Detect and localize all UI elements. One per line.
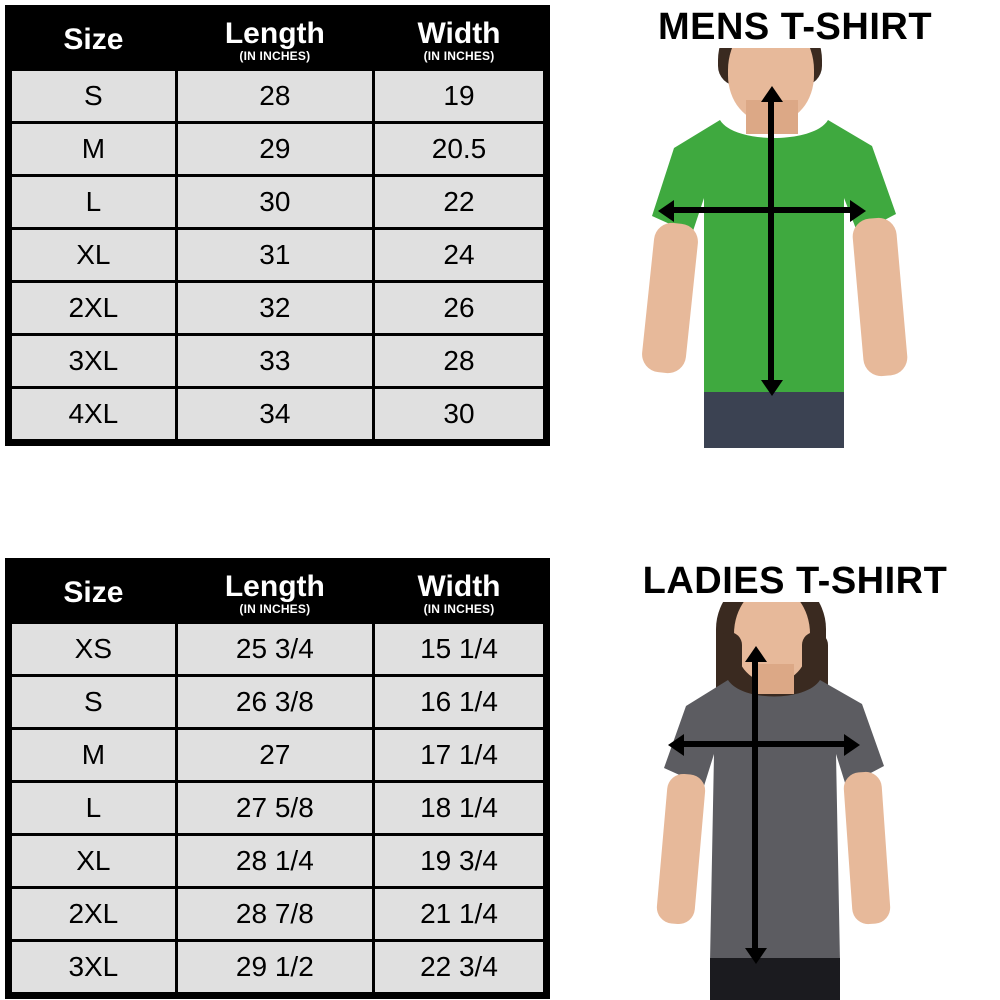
cell-width: 24 xyxy=(374,229,547,282)
cell-size: L xyxy=(9,782,177,835)
cell-length: 28 1/4 xyxy=(176,835,373,888)
table-row xyxy=(9,676,547,729)
cell-length: 29 xyxy=(176,123,373,176)
cell-length: 26 3/8 xyxy=(176,676,373,729)
table-row xyxy=(9,729,547,782)
cell-length: 28 xyxy=(176,70,373,123)
table-row xyxy=(9,70,547,123)
cell-width: 17 1/4 xyxy=(374,729,547,782)
ladies-shirt-stage xyxy=(600,602,990,1000)
mens-table-body xyxy=(9,70,547,443)
header-width-unit: (IN INCHES) xyxy=(423,601,495,616)
header-length xyxy=(176,562,373,623)
ladies-tshirt-shape xyxy=(600,602,990,1000)
cell-length: 29 1/2 xyxy=(176,941,373,996)
header-length xyxy=(176,9,373,70)
cell-size: 4XL xyxy=(9,388,177,443)
table-row xyxy=(9,282,547,335)
header-size-label: Size xyxy=(63,23,124,56)
ladies-shirt-illustration xyxy=(600,602,990,1000)
cell-size: XS xyxy=(9,623,177,676)
ladies-table-head xyxy=(9,562,547,623)
cell-size: 2XL xyxy=(9,282,177,335)
header-width-label: Width xyxy=(417,569,501,603)
ladies-size-table-container xyxy=(5,558,550,999)
model-jeans xyxy=(704,392,844,448)
header-length-label: Length xyxy=(224,16,325,50)
cell-length: 25 3/4 xyxy=(176,623,373,676)
cell-width: 28 xyxy=(374,335,547,388)
cell-size: M xyxy=(9,729,177,782)
cell-length: 27 5/8 xyxy=(176,782,373,835)
header-length-unit: (IN INCHES) xyxy=(239,601,311,616)
table-row xyxy=(9,941,547,996)
header-width-label: Width xyxy=(417,16,501,50)
cell-width: 18 1/4 xyxy=(374,782,547,835)
model-bottoms xyxy=(710,958,840,1000)
table-row xyxy=(9,623,547,676)
cell-width: 19 xyxy=(374,70,547,123)
table-row xyxy=(9,123,547,176)
ladies-panel-title: LADIES T-SHIRT xyxy=(642,560,948,602)
cell-size: XL xyxy=(9,835,177,888)
header-size-label: Size xyxy=(63,576,124,609)
table-row xyxy=(9,835,547,888)
cell-width: 26 xyxy=(374,282,547,335)
mens-panel-title: MENS T-SHIRT xyxy=(657,6,933,48)
header-width-unit: (IN INCHES) xyxy=(423,48,495,63)
table-header-row xyxy=(9,562,547,623)
ladies-panel xyxy=(600,562,990,600)
mens-table-head xyxy=(9,9,547,70)
width-arrow-line xyxy=(682,741,846,747)
cell-length: 32 xyxy=(176,282,373,335)
cell-width: 22 3/4 xyxy=(374,941,547,996)
cell-length: 31 xyxy=(176,229,373,282)
header-size xyxy=(9,9,177,70)
cell-size: 2XL xyxy=(9,888,177,941)
table-row xyxy=(9,782,547,835)
cell-length: 33 xyxy=(176,335,373,388)
cell-size: XL xyxy=(9,229,177,282)
width-arrow-head-right xyxy=(850,200,866,222)
cell-size: 3XL xyxy=(9,335,177,388)
mens-size-table xyxy=(5,5,550,446)
cell-length: 30 xyxy=(176,176,373,229)
cell-length: 27 xyxy=(176,729,373,782)
cell-size: 3XL xyxy=(9,941,177,996)
mens-panel xyxy=(600,8,990,46)
table-row xyxy=(9,229,547,282)
cell-width: 19 3/4 xyxy=(374,835,547,888)
cell-width: 16 1/4 xyxy=(374,676,547,729)
cell-width: 30 xyxy=(374,388,547,443)
header-width xyxy=(374,9,547,70)
table-row xyxy=(9,176,547,229)
cell-width: 20.5 xyxy=(374,123,547,176)
mens-shirt-stage xyxy=(600,48,990,448)
width-arrow-line xyxy=(672,207,852,213)
length-arrow-line xyxy=(752,660,758,950)
table-row xyxy=(9,388,547,443)
length-arrow-head-bottom xyxy=(745,948,767,964)
cell-size: S xyxy=(9,70,177,123)
cell-size: S xyxy=(9,676,177,729)
cell-width: 21 1/4 xyxy=(374,888,547,941)
cell-size: M xyxy=(9,123,177,176)
table-row xyxy=(9,888,547,941)
mens-size-table-container xyxy=(5,5,550,446)
ladies-table-body xyxy=(9,623,547,996)
ladies-size-table xyxy=(5,558,550,999)
header-width xyxy=(374,562,547,623)
mens-shirt-illustration xyxy=(600,48,990,448)
table-header-row xyxy=(9,9,547,70)
header-length-label: Length xyxy=(224,569,325,603)
header-size xyxy=(9,562,177,623)
length-arrow-head-bottom xyxy=(761,380,783,396)
length-arrow-line xyxy=(768,100,774,382)
cell-length: 34 xyxy=(176,388,373,443)
cell-size: L xyxy=(9,176,177,229)
cell-width: 15 1/4 xyxy=(374,623,547,676)
cell-width: 22 xyxy=(374,176,547,229)
width-arrow-head-right xyxy=(844,734,860,756)
table-row xyxy=(9,335,547,388)
header-length-unit: (IN INCHES) xyxy=(239,48,311,63)
cell-length: 28 7/8 xyxy=(176,888,373,941)
